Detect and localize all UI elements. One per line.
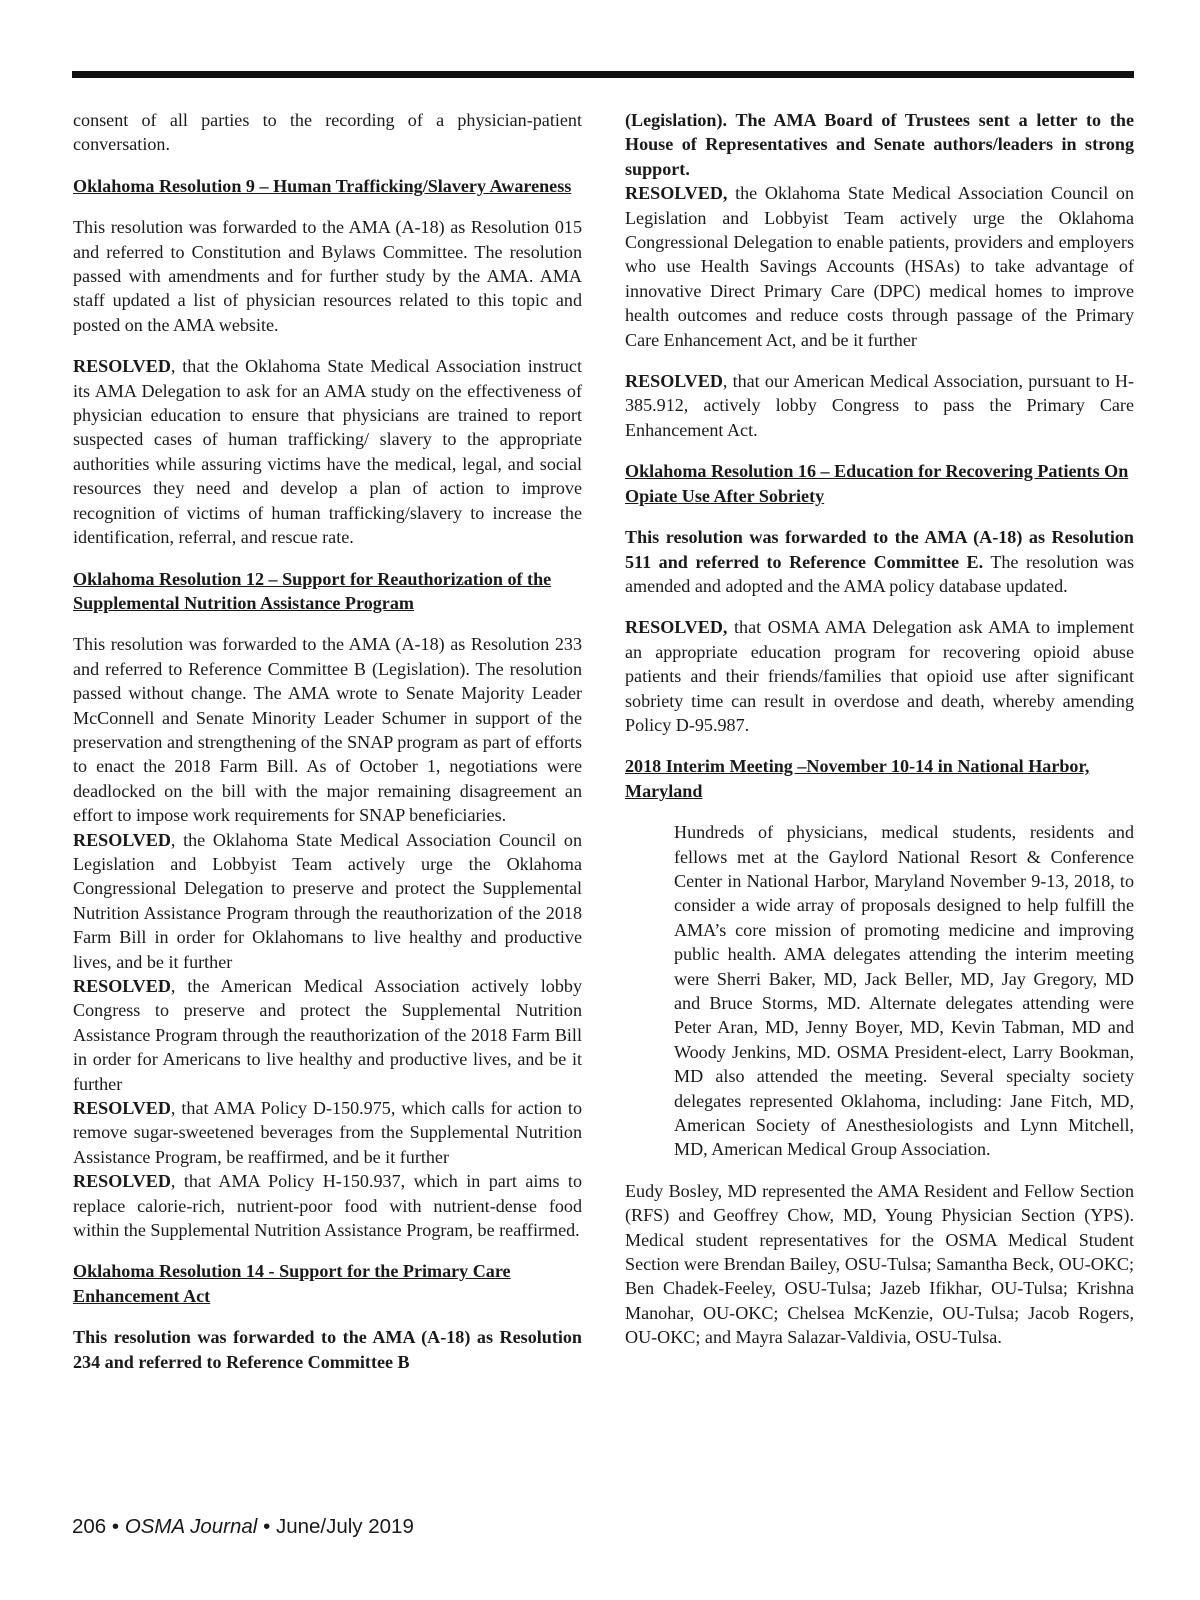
resolved-label: RESOLVED	[73, 829, 171, 850]
res12-resolved-4	[73, 1169, 582, 1242]
res12-resolved-2	[73, 974, 582, 1096]
journal-name: OSMA Journal	[124, 1515, 258, 1538]
resolved-label: RESOLVED,	[625, 617, 728, 638]
resolved-text: the Oklahoma State Medical Association Council on Legislation and Lobbyist Team actively urge the Oklahoma Congressional Delegation to enable patients, providers and employers who use Health Savings Accounts (HSAs) to take advantage of innovative Direct Primary Care (DPC) medical homes to improve health outcomes and reduce costs through passage of the Primary Care Enhancement Act, and be it further	[625, 183, 1134, 350]
res14-resolved-1	[625, 181, 1134, 352]
res14-summary: This resolution was forwarded to the AMA (A-18) as Resolution 234 and referred to Reference Committee B	[73, 1327, 582, 1372]
interim-body-indented: Hundreds of physicians, medical students, residents and fellows met at the Gaylord National Resort & Conference Center in National Harbor, Maryland November 9-13, 2018, to consider a wide array of proposals designed to help fulfill the AMA’s core mission of promoting medicine and improving public health. AMA delegates attending the interim meeting were Sherri Baker, MD, Jack Beller, MD, Jay Gregory, MD and Bruce Storms, MD. Alternate delegates attending were Peter Aran, MD, Jenny Boyer, MD, Kevin Tabman, MD and Woody Jenkins, MD. OSMA President-elect, Larry Bookman, MD also attended the meeting. Several specialty society delegates represented Oklahoma, including: Jane Fitch, MD, American Society of Anesthesiologists and Lynn Mitchell, MD, American Medical Group Association.	[674, 822, 1134, 1160]
res12-resolved-1	[73, 828, 582, 974]
resolved-label: RESOLVED	[625, 371, 723, 392]
res9-heading: Oklahoma Resolution 9 – Human Trafficking/Slavery Awareness	[73, 175, 572, 196]
left-column	[73, 108, 582, 1374]
res14-resolved-2	[625, 369, 1134, 442]
page-number: 206	[72, 1515, 107, 1538]
res9-resolved	[73, 354, 582, 549]
resolved-text: , that the Oklahoma State Medical Association instruct its AMA Delegation to ask for an AMA study on the effectiveness of physician education to ensure that physicians are trained to report suspected cases of human trafficking/ slavery to the appropriate authorities while assuring victims have the medical, legal, and social resources they need and develop a plan of action to improve recognition of victims of human trafficking/slavery to increase the identification, referral, and rescue rate.	[73, 356, 582, 548]
res14-heading: Oklahoma Resolution 14 - Support for the Primary Care Enhancement Act	[73, 1261, 511, 1306]
resolved-label: RESOLVED	[73, 1171, 171, 1192]
footer-bullet: •	[263, 1515, 271, 1538]
res16-resolved	[625, 615, 1134, 737]
summary-bold: This resolution was forwarded to the AMA (A-18) as Resolution 511 and referred to Reference Committee E.	[625, 527, 1134, 572]
res9-summary: This resolution was forwarded to the AMA (A-18) as Resolution 015 and referred to Constitution and Bylaws Committee. The resolution passed with amendments and for further study by the AMA. AMA staff updated a list of physician resources related to this topic and posted on the AMA website.	[73, 217, 582, 335]
resolved-text: , that our American Medical Association, pursuant to H-385.912, actively lobby Congress to pass the Primary Care Enhancement Act.	[625, 371, 1134, 440]
issue-date: June/July 2019	[275, 1515, 414, 1538]
intro-text: consent of all parties to the recording of a physician-patient conversation.	[73, 110, 582, 155]
page-footer	[72, 1515, 414, 1539]
resolved-text: , the Oklahoma State Medical Association Council on Legislation and Lobbyist Team actively urge the Oklahoma Congressional Delegation to preserve and protect the Supplemental Nutrition Assistance Program through the reauthorization of the 2018 Farm Bill in order for Oklahomans to live healthy and productive lives, and be it further	[73, 829, 582, 972]
right-column	[625, 108, 1134, 1350]
res16-heading: Oklahoma Resolution 16 – Education for Recovering Patients On Opiate Use After Sobriety	[625, 461, 1129, 506]
res14-summary-continued: (Legislation). The AMA Board of Trustees sent a letter to the House of Representatives and Senate authors/leaders in strong support.	[625, 110, 1134, 179]
resolved-text: that OSMA AMA Delegation ask AMA to implement an appropriate education program for recovering opioid abuse patients and their friends/families that opioid use after significant sobriety time can result in overdose and death, whereby amending Policy D-95.987.	[625, 617, 1134, 735]
footer-bullet: •	[111, 1515, 120, 1538]
interim-heading: 2018 Interim Meeting –November 10-14 in National Harbor, Maryland	[625, 756, 1090, 801]
res12-heading: Oklahoma Resolution 12 – Support for Reauthorization of the Supplemental Nutrition Assistance Program	[73, 568, 552, 613]
resolved-label: RESOLVED	[73, 356, 171, 377]
interim-body-2: Eudy Bosley, MD represented the AMA Resident and Fellow Section (RFS) and Geoffrey Chow, MD, Young Physician Section (YPS). Medical student representatives for the OSMA Medical Student Section were Brendan Bailey, OSU-Tulsa; Samantha Beck, OU-OKC; Ben Chadek-Feeley, OSU-Tulsa; Jazeb Ifikhar, OU-Tulsa; Krishna Manohar, OU-OKC; Chelsea McKenzie, OU-Tulsa; Jacob Rogers, OU-OKC; and Mayra Salazar-Valdivia, OSU-Tulsa.	[625, 1180, 1134, 1348]
res12-summary: This resolution was forwarded to the AMA (A-18) as Resolution 233 and referred to Reference Committee B (Legislation). The resolution passed without change. The AMA wrote to Senate Majority Leader McConnell and Senate Minority Leader Schumer in support of the preservation and strengthening of the SNAP program as part of efforts to enact the 2018 Farm Bill. As of October 1, negotiations were deadlocked on the bill with the major remaining disagreement an effort to impose work requirements for SNAP beneficiaries.	[73, 634, 582, 826]
top-rule	[72, 71, 1134, 78]
resolved-text: , that AMA Policy H-150.937, which in part aims to replace calorie-rich, nutrient-poor food with nutrient-dense food within the Supplemental Nutrition Assistance Program, be reaffirmed.	[73, 1171, 582, 1241]
resolved-text: , the American Medical Association actively lobby Congress to preserve and protect the Supplemental Nutrition Assistance Program through the reauthorization of the 2018 Farm Bill in order for Americans to live healthy and productive lives, and be it further	[73, 976, 582, 1094]
resolved-label: RESOLVED	[73, 976, 171, 996]
res16-summary	[625, 525, 1134, 598]
resolved-label: RESOLVED,	[625, 183, 728, 204]
resolved-text: , that AMA Policy D-150.975, which calls for action to remove sugar-sweetened beverages from the Supplemental Nutrition Assistance Program, be reaffirmed, and be it further	[73, 1098, 582, 1167]
resolved-label: RESOLVED	[73, 1098, 171, 1119]
summary-text: The resolution was amended and adopted and the AMA policy database updated.	[625, 551, 1134, 596]
res12-resolved-3	[73, 1096, 582, 1169]
